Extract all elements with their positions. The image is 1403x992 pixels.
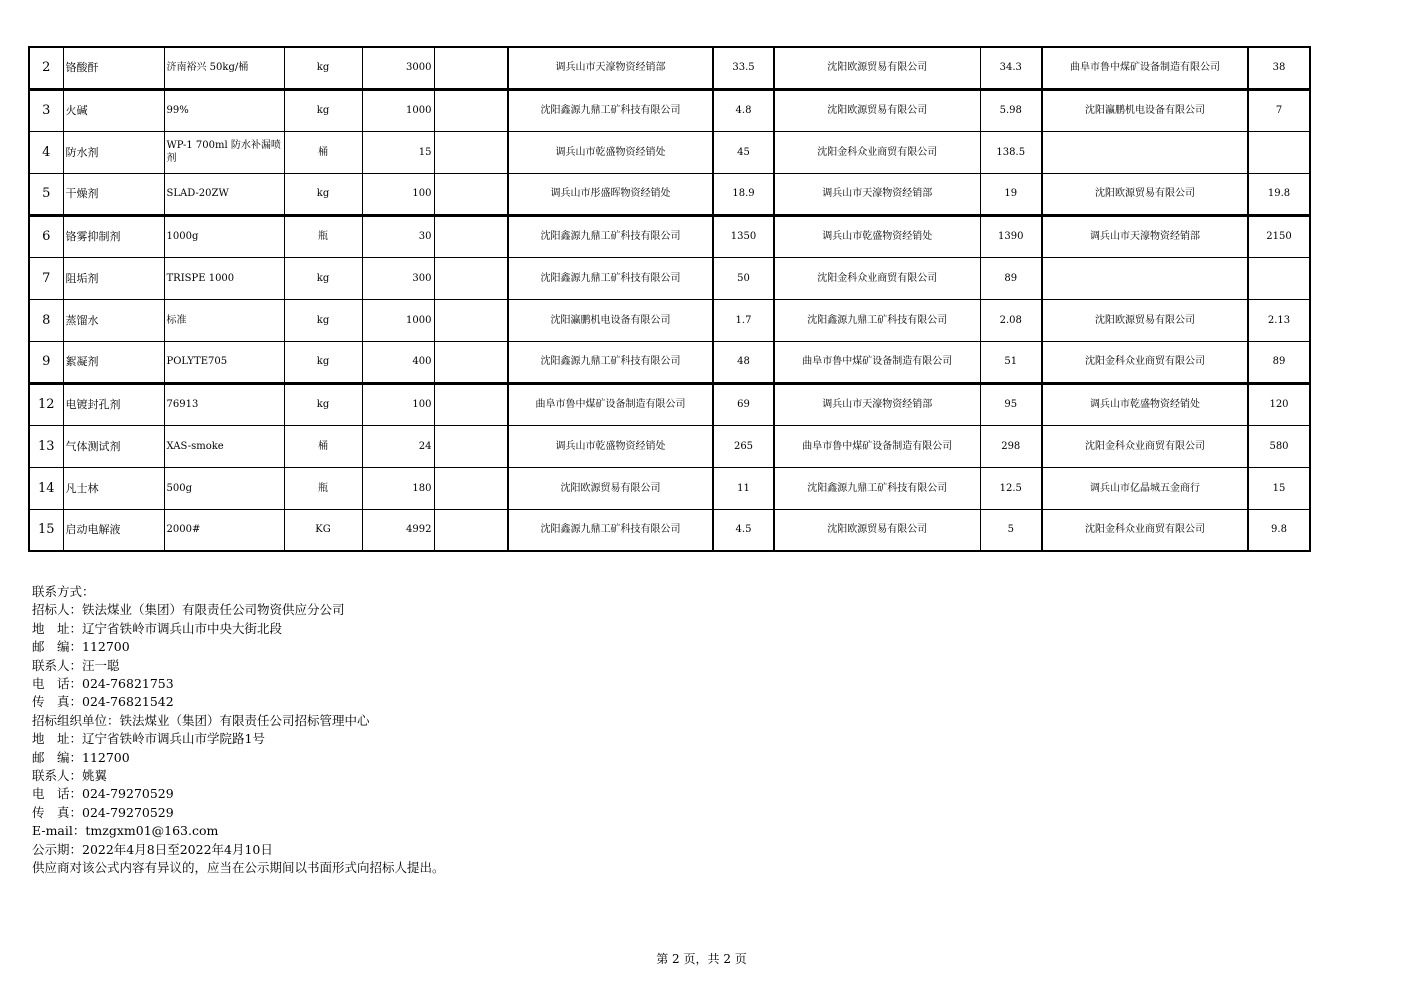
row-number-cell: 13	[29, 425, 63, 467]
quantity-cell: 400	[362, 341, 434, 383]
supplier-2-cell: 沈阳欧源贸易有限公司	[774, 47, 980, 89]
item-name-cell: 启动电解液	[63, 509, 164, 551]
quantity-cell: 180	[362, 467, 434, 509]
price-1-cell: 1350	[713, 215, 774, 257]
item-spec-cell: TRISPE 1000	[164, 257, 284, 299]
supplier-1-cell: 调兵山市天濠物资经销部	[508, 47, 713, 89]
row-number-cell: 14	[29, 467, 63, 509]
price-2-cell: 95	[980, 383, 1042, 425]
price-3-cell: 89	[1248, 341, 1310, 383]
contact-line: 电 话：024-79270529	[32, 786, 174, 802]
price-2-cell: 34.3	[980, 47, 1042, 89]
item-spec-cell: 500g	[164, 467, 284, 509]
price-3-cell: 120	[1248, 383, 1310, 425]
contact-line: 联系人：汪一聪	[32, 657, 120, 673]
blank-cell-cell	[434, 509, 508, 551]
row-number-cell: 7	[29, 257, 63, 299]
supplier-1-cell: 沈阳鑫源九鼎工矿科技有限公司	[508, 341, 713, 383]
price-1-cell: 1.7	[713, 299, 774, 341]
supplier-2-cell: 沈阳欧源贸易有限公司	[774, 89, 980, 131]
quantity-cell: 100	[362, 383, 434, 425]
quantity-cell: 3000	[362, 47, 434, 89]
supplier-2-cell: 调兵山市天濠物资经销部	[774, 173, 980, 215]
price-1-cell: 50	[713, 257, 774, 299]
item-spec-cell: 99%	[164, 89, 284, 131]
blank-cell-cell	[434, 215, 508, 257]
table-body	[29, 47, 1310, 551]
price-3-cell	[1248, 257, 1310, 299]
unit-cell: kg	[284, 341, 362, 383]
supplier-3-cell	[1042, 257, 1248, 299]
unit-cell: kg	[284, 257, 362, 299]
supplier-2-cell: 曲阜市鲁中煤矿设备制造有限公司	[774, 341, 980, 383]
unit-cell: 桶	[284, 425, 362, 467]
contact-line: 招标人：铁法煤业（集团）有限责任公司物资供应分公司	[32, 602, 345, 618]
item-spec-cell: 2000#	[164, 509, 284, 551]
price-2-cell: 12.5	[980, 467, 1042, 509]
quantity-cell: 100	[362, 173, 434, 215]
row-number-cell: 12	[29, 383, 63, 425]
quantity-cell: 24	[362, 425, 434, 467]
price-1-cell: 265	[713, 425, 774, 467]
row-number-cell: 2	[29, 47, 63, 89]
table-row	[29, 341, 1310, 383]
row-number-cell: 5	[29, 173, 63, 215]
item-name-cell: 阻垢剂	[63, 257, 164, 299]
contact-line: 传 真：024-79270529	[32, 804, 174, 820]
item-name-cell: 干燥剂	[63, 173, 164, 215]
price-3-cell: 2150	[1248, 215, 1310, 257]
bid-result-table	[28, 46, 1311, 552]
unit-cell: kg	[284, 47, 362, 89]
contact-info	[32, 583, 445, 878]
price-1-cell: 4.5	[713, 509, 774, 551]
item-spec-cell: 济南裕兴 50kg/桶	[164, 47, 284, 89]
supplier-2-cell: 沈阳金科众业商贸有限公司	[774, 131, 980, 173]
blank-cell-cell	[434, 173, 508, 215]
blank-cell-cell	[434, 89, 508, 131]
table-row	[29, 131, 1310, 173]
unit-cell: kg	[284, 299, 362, 341]
supplier-1-cell: 沈阳鑫源九鼎工矿科技有限公司	[508, 257, 713, 299]
quantity-cell: 4992	[362, 509, 434, 551]
price-3-cell: 38	[1248, 47, 1310, 89]
price-1-cell: 48	[713, 341, 774, 383]
quantity-cell: 1000	[362, 299, 434, 341]
supplier-3-cell: 调兵山市亿晶城五金商行	[1042, 467, 1248, 509]
price-1-cell: 33.5	[713, 47, 774, 89]
supplier-3-cell: 调兵山市天濠物资经销部	[1042, 215, 1248, 257]
price-3-cell: 2.13	[1248, 299, 1310, 341]
supplier-2-cell: 曲阜市鲁中煤矿设备制造有限公司	[774, 425, 980, 467]
blank-cell-cell	[434, 341, 508, 383]
item-name-cell: 铬酸酐	[63, 47, 164, 89]
supplier-3-cell: 沈阳金科众业商贸有限公司	[1042, 509, 1248, 551]
supplier-1-cell: 曲阜市鲁中煤矿设备制造有限公司	[508, 383, 713, 425]
price-2-cell: 19	[980, 173, 1042, 215]
price-3-cell	[1248, 131, 1310, 173]
price-3-cell: 580	[1248, 425, 1310, 467]
contact-line: 供应商对该公式内容有异议的，应当在公示期间以书面形式向招标人提出。	[32, 860, 445, 876]
supplier-2-cell: 调兵山市天濠物资经销部	[774, 383, 980, 425]
item-name-cell: 气体测试剂	[63, 425, 164, 467]
contact-line: 联系方式：	[32, 584, 95, 599]
supplier-1-cell: 沈阳鑫源九鼎工矿科技有限公司	[508, 89, 713, 131]
table-row	[29, 299, 1310, 341]
contact-line: 邮 编：112700	[32, 639, 130, 655]
supplier-2-cell: 沈阳鑫源九鼎工矿科技有限公司	[774, 299, 980, 341]
supplier-1-cell: 调兵山市乾盛物资经销处	[508, 425, 713, 467]
unit-cell: kg	[284, 173, 362, 215]
blank-cell-cell	[434, 299, 508, 341]
item-name-cell: 铬雾抑制剂	[63, 215, 164, 257]
unit-cell: kg	[284, 383, 362, 425]
item-spec-cell: 1000g	[164, 215, 284, 257]
supplier-2-cell: 沈阳金科众业商贸有限公司	[774, 257, 980, 299]
item-spec-cell: XAS-smoke	[164, 425, 284, 467]
supplier-2-cell: 调兵山市乾盛物资经销处	[774, 215, 980, 257]
item-name-cell: 凡士林	[63, 467, 164, 509]
row-number-cell: 6	[29, 215, 63, 257]
contact-line: 传 真：024-76821542	[32, 694, 174, 710]
table-row	[29, 383, 1310, 425]
supplier-1-cell: 调兵山市彤盛晖物资经销处	[508, 173, 713, 215]
blank-cell-cell	[434, 383, 508, 425]
unit-cell: 瓶	[284, 467, 362, 509]
price-2-cell: 5.98	[980, 89, 1042, 131]
contact-line: 公示期：2022年4月8日至2022年4月10日	[32, 841, 273, 857]
item-spec-cell: SLAD-20ZW	[164, 173, 284, 215]
blank-cell-cell	[434, 425, 508, 467]
supplier-3-cell: 曲阜市鲁中煤矿设备制造有限公司	[1042, 47, 1248, 89]
item-name-cell: 电镀封孔剂	[63, 383, 164, 425]
item-spec-cell: 标准	[164, 299, 284, 341]
supplier-3-cell: 沈阳金科众业商贸有限公司	[1042, 425, 1248, 467]
price-3-cell: 19.8	[1248, 173, 1310, 215]
row-number-cell: 9	[29, 341, 63, 383]
item-spec-cell: 76913	[164, 383, 284, 425]
blank-cell-cell	[434, 257, 508, 299]
table-row	[29, 47, 1310, 89]
supplier-2-cell: 沈阳欧源贸易有限公司	[774, 509, 980, 551]
unit-cell: 桶	[284, 131, 362, 173]
price-2-cell: 51	[980, 341, 1042, 383]
table-row	[29, 509, 1310, 551]
supplier-3-cell: 沈阳金科众业商贸有限公司	[1042, 341, 1248, 383]
supplier-3-cell	[1042, 131, 1248, 173]
supplier-1-cell: 沈阳鑫源九鼎工矿科技有限公司	[508, 509, 713, 551]
quantity-cell: 300	[362, 257, 434, 299]
contact-line: 电 话：024-76821753	[32, 676, 174, 692]
quantity-cell: 30	[362, 215, 434, 257]
supplier-1-cell: 调兵山市乾盛物资经销处	[508, 131, 713, 173]
row-number-cell: 8	[29, 299, 63, 341]
contact-line: E-mail：tmzgxm01@163.com	[32, 823, 219, 839]
contact-line: 招标组织单位：铁法煤业（集团）有限责任公司招标管理中心	[32, 712, 370, 728]
item-spec-cell: POLYTE705	[164, 341, 284, 383]
quantity-cell: 1000	[362, 89, 434, 131]
item-name-cell: 防水剂	[63, 131, 164, 173]
contact-line: 联系人：姚翼	[32, 768, 108, 784]
supplier-3-cell: 调兵山市乾盛物资经销处	[1042, 383, 1248, 425]
price-1-cell: 4.8	[713, 89, 774, 131]
table-row	[29, 257, 1310, 299]
price-2-cell: 89	[980, 257, 1042, 299]
price-2-cell: 5	[980, 509, 1042, 551]
blank-cell-cell	[434, 131, 508, 173]
page-number: 第 2 页，共 2 页	[656, 952, 747, 966]
supplier-1-cell: 沈阳瀛鹏机电设备有限公司	[508, 299, 713, 341]
table-row	[29, 467, 1310, 509]
supplier-1-cell: 沈阳欧源贸易有限公司	[508, 467, 713, 509]
price-2-cell: 298	[980, 425, 1042, 467]
item-spec-cell: WP-1 700ml 防水补漏喷剂	[164, 131, 284, 173]
price-1-cell: 69	[713, 383, 774, 425]
supplier-3-cell: 沈阳欧源贸易有限公司	[1042, 299, 1248, 341]
table-row	[29, 173, 1310, 215]
price-2-cell: 2.08	[980, 299, 1042, 341]
price-1-cell: 45	[713, 131, 774, 173]
supplier-3-cell: 沈阳瀛鹏机电设备有限公司	[1042, 89, 1248, 131]
item-name-cell: 蒸馏水	[63, 299, 164, 341]
row-number-cell: 15	[29, 509, 63, 551]
price-2-cell: 1390	[980, 215, 1042, 257]
item-name-cell: 絮凝剂	[63, 341, 164, 383]
price-3-cell: 7	[1248, 89, 1310, 131]
unit-cell: KG	[284, 509, 362, 551]
price-1-cell: 11	[713, 467, 774, 509]
table-row	[29, 425, 1310, 467]
unit-cell: 瓶	[284, 215, 362, 257]
price-2-cell: 138.5	[980, 131, 1042, 173]
quantity-cell: 15	[362, 131, 434, 173]
contact-line: 地 址：辽宁省铁岭市调兵山市学院路1号	[32, 731, 265, 747]
price-1-cell: 18.9	[713, 173, 774, 215]
supplier-1-cell: 沈阳鑫源九鼎工矿科技有限公司	[508, 215, 713, 257]
supplier-3-cell: 沈阳欧源贸易有限公司	[1042, 173, 1248, 215]
item-name-cell: 火碱	[63, 89, 164, 131]
row-number-cell: 3	[29, 89, 63, 131]
table-row	[29, 89, 1310, 131]
blank-cell-cell	[434, 467, 508, 509]
supplier-2-cell: 沈阳鑫源九鼎工矿科技有限公司	[774, 467, 980, 509]
unit-cell: kg	[284, 89, 362, 131]
contact-line: 地 址：辽宁省铁岭市调兵山市中央大街北段	[32, 620, 283, 636]
row-number-cell: 4	[29, 131, 63, 173]
price-3-cell: 9.8	[1248, 509, 1310, 551]
contact-line: 邮 编：112700	[32, 749, 130, 765]
price-3-cell: 15	[1248, 467, 1310, 509]
blank-cell-cell	[434, 47, 508, 89]
table-row	[29, 215, 1310, 257]
